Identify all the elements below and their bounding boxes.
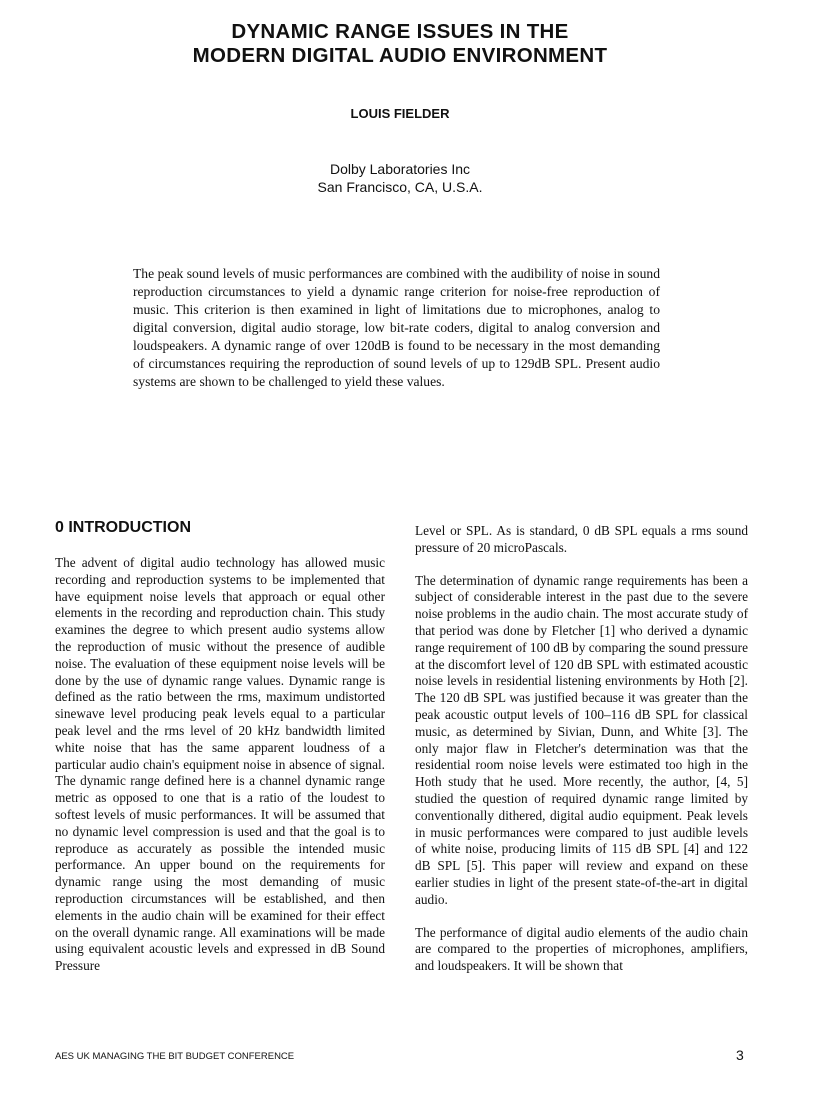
page-number: 3 [736, 1047, 744, 1063]
author-name: LOUIS FIELDER [350, 106, 450, 121]
section-heading-introduction: 0 INTRODUCTION [55, 519, 191, 536]
footer-conference-name: AES UK MANAGING THE BIT BUDGET CONFERENCE [55, 1051, 295, 1062]
affiliation-organization: Dolby Laboratories Inc [329, 161, 471, 177]
abstract: The peak sound levels of music performances are combined with the audibility of noise in sound reproduction circumstances to yield a dynamic range criterion for noise-free reproduction of music. This criterion is then examined in light of limitations due to microphones, analog to digital conversion, digital audio storage, low bit-rate coders, digital to analog conversion and loudspeakers. A dynamic range of over 120dB is found to be necessary in the most demanding of circumstances requiring the reproduction of sound levels of up to 129dB SPL. Present audio systems are shown to be challenged to yield these values. [133, 266, 660, 389]
body-paragraph: The determination of dynamic range requirements has been a subject of considerable interest in the past due to the severe noise problems in the audio chain. The most accurate study of that period was done by Fletcher [1] who derived a dynamic range requirement of 100 dB by comparing the sound pressure at the discomfort level of 120 dB SPL with estimated acoustic noise levels in residential listening environments by Hoth [2]. The 120 dB SPL was justified because it was greater than the peak acoustic output levels of 100–116 dB SPL for classical music, as determined by Sivian, Dunn, and White [3]. The only major flaw in Fletcher's determination was that the residential room noise levels were estimated too high in the Hoth study that he used. More recently, the author, [4, 5] studied the question of required dynamic range limited by conventionally dithered, digital audio equipment. Peak levels in music performances were compared to just audible levels of white noise, producing limits of 115 dB SPL [4] and 122 dB SPL [5]. This paper will review and expand on these earlier studies in light of the present state-of-the-art in digital audio. [415, 572, 748, 907]
body-paragraph: The performance of digital audio elements of the audio chain are compared to the properties of microphones, amplifiers, and loudspeakers. It will be shown that [415, 924, 748, 974]
body-paragraph: The advent of digital audio technology has allowed music recording and reproduction systems to be implemented that have equipment noise levels that approach or equal other elements in the recording and reproduction chain. This study examines the degree to which present audio systems allow the reproduction of music without the presence of audible noise. The evaluation of these equipment noise levels will be done by the use of dynamic range values. Dynamic range is defined as the ratio between the rms, maximum undistorted sinewave level producing peak levels equal to a particular peak level and the rms level of 20 kHz bandwidth limited white noise that has the same apparent loudness of a particular audio chain's equipment noise in absence of signal. The dynamic range defined here is a channel dynamic range metric as opposed to one that is a ratio of the loudest to softest levels of music performances. It will be assumed that no dynamic level compression is used and that the goal is to reproduce as accurately as possible the intended music performance. An upper bound on the requirements for dynamic range using the most demanding of music reproduction circumstances will be established, and then elements in the audio chain will be examined for their effect on the overall dynamic range. All examinations will be made using equivalent acoustic levels and expressed in dB Sound Pressure [55, 555, 385, 974]
left-column [55, 555, 385, 991]
body-paragraph: Level or SPL. As is standard, 0 dB SPL equals a rms sound pressure of 20 microPascals. [415, 523, 748, 555]
paper-title-line-2: MODERN DIGITAL AUDIO ENVIRONMENT [192, 44, 608, 67]
right-column [415, 523, 748, 991]
affiliation [0, 160, 800, 196]
paper-title-line-1: DYNAMIC RANGE ISSUES IN THE [231, 20, 569, 43]
affiliation-location: San Francisco, CA, U.S.A. [317, 179, 483, 195]
paper-title [0, 20, 800, 68]
